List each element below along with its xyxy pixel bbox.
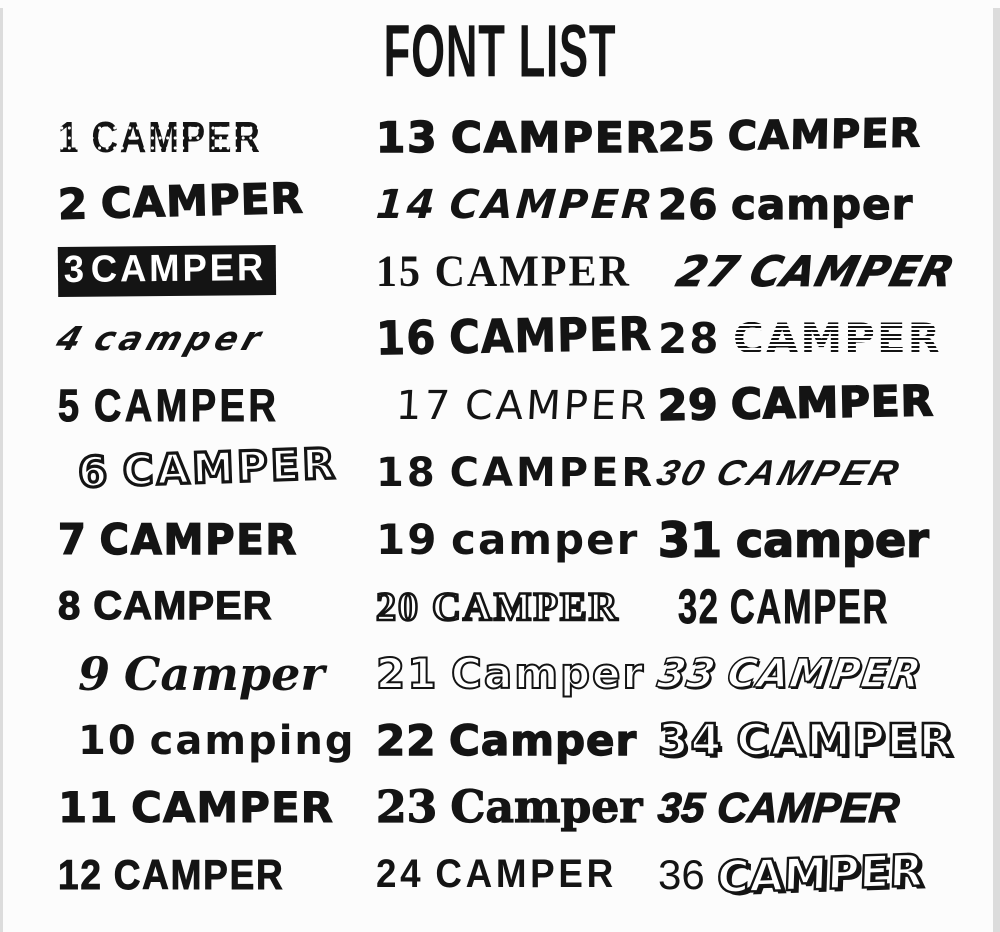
font-number: 15 — [376, 247, 422, 296]
font-sample-text: CAMPER — [100, 173, 305, 228]
font-sample-item — [58, 439, 376, 506]
font-number: 35 — [656, 783, 707, 831]
font-number: 10 — [78, 717, 138, 764]
font-sample-item — [58, 774, 376, 841]
font-sample-item — [58, 171, 376, 238]
font-sample-text: Camper — [449, 716, 638, 765]
font-sample-item — [376, 372, 658, 439]
font-number: 12 — [58, 850, 103, 898]
font-sample-text: CAMPER — [91, 112, 262, 162]
font-sample-text: CAMPER — [93, 379, 280, 431]
font-number: 19 — [376, 515, 439, 564]
font-sample-item — [376, 171, 658, 238]
font-sample-item — [658, 238, 988, 305]
font-number: 31 — [658, 511, 723, 568]
font-number: 7 — [58, 515, 88, 564]
font-sample-text: camping — [149, 717, 356, 764]
font-sample-text: CAMPER — [99, 515, 299, 564]
font-sample-8 — [58, 584, 273, 629]
font-sample-13 — [376, 113, 660, 162]
font-sample-text: Camper — [450, 782, 643, 833]
font-number: 21 — [376, 649, 439, 698]
font-sample-item — [58, 372, 376, 439]
font-sample-item — [376, 640, 658, 707]
font-number: 28 — [658, 314, 721, 363]
font-sample-text: CAMPER — [729, 578, 890, 633]
font-sample-item — [376, 707, 658, 774]
font-sample-item — [658, 171, 988, 238]
font-number: 36 — [658, 851, 705, 898]
font-sample-text: CAMPER — [434, 247, 631, 296]
font-number: 25 — [657, 113, 717, 161]
font-number: 29 — [657, 379, 719, 430]
font-sample-22 — [376, 716, 637, 765]
font-sample-11 — [58, 783, 334, 832]
font-sample-34 — [658, 715, 955, 766]
font-number: 26 — [658, 180, 719, 229]
font-sample-text: CAMPER — [93, 584, 273, 628]
font-number: 6 — [77, 446, 112, 497]
font-sample-item — [58, 573, 376, 640]
font-sample-item — [376, 238, 658, 305]
font-sample-item — [658, 372, 988, 439]
font-sample-25 — [658, 110, 922, 161]
font-sample-12 — [58, 851, 284, 899]
font-sample-33 — [655, 651, 925, 697]
font-sample-26 — [658, 180, 913, 229]
font-sample-3 — [58, 245, 276, 297]
font-sample-text: CAMPER — [724, 650, 925, 697]
font-sample-item — [376, 841, 658, 908]
font-sample-item — [58, 506, 376, 573]
font-sample-36 — [658, 845, 925, 904]
font-sample-item — [658, 774, 988, 841]
font-sample-item — [376, 305, 658, 372]
font-number: 34 — [658, 715, 724, 766]
font-sample-6 — [77, 439, 338, 497]
font-sample-item — [658, 707, 988, 774]
font-sample-15 — [376, 246, 631, 296]
font-number: 17 — [394, 382, 455, 429]
font-sample-text: CAMPER — [716, 845, 925, 904]
font-number: 30 — [652, 451, 713, 493]
font-sample-text: camper — [451, 515, 640, 564]
font-number: 27 — [671, 247, 745, 296]
font-number: 8 — [58, 584, 82, 628]
font-sample-text: CAMPER — [744, 247, 961, 296]
font-sample-text: CAMPER — [727, 109, 922, 160]
font-sample-10 — [78, 718, 356, 764]
font-sample-item — [58, 640, 376, 707]
font-sample-text: CAMPER — [730, 376, 935, 429]
font-number: 22 — [376, 716, 437, 765]
font-number: 14 — [374, 181, 440, 228]
font-sample-text: CAMPER — [131, 783, 334, 832]
font-number: 16 — [375, 310, 437, 366]
font-sample-17 — [395, 383, 651, 429]
font-sample-item — [58, 841, 376, 908]
font-sample-4 — [52, 319, 271, 358]
font-sample-31 — [658, 512, 929, 567]
font-number: 1 — [58, 112, 81, 162]
font-sample-text: camper — [89, 319, 271, 358]
font-sample-28 — [658, 314, 942, 363]
font-sample-item — [58, 238, 376, 305]
font-sample-item — [658, 841, 988, 908]
font-sample-item — [658, 506, 988, 573]
font-sample-18 — [376, 450, 655, 496]
font-number: 33 — [654, 650, 719, 697]
font-sample-text: camper — [735, 511, 929, 568]
font-sample-text: CAMPER — [90, 246, 267, 291]
font-number: 13 — [376, 113, 439, 162]
font-sample-text: CAMPER — [736, 715, 955, 766]
font-sample-23 — [376, 782, 642, 833]
font-sample-text: CAMPER — [451, 113, 660, 162]
font-number: 20 — [376, 584, 420, 629]
font-number: 5 — [58, 379, 83, 431]
font-sample-text: Camper — [451, 649, 646, 698]
font-sample-item — [658, 573, 988, 640]
font-sample-item — [658, 305, 988, 372]
left-edge-strip — [0, 8, 3, 932]
font-sample-21 — [376, 649, 645, 698]
font-sample-item — [376, 439, 658, 506]
font-sample-2 — [57, 174, 304, 229]
font-sample-text: CAMPER — [432, 584, 620, 629]
font-number: 4 — [51, 319, 93, 358]
font-sample-item — [376, 104, 658, 171]
font-number: 32 — [678, 578, 720, 633]
font-sample-item — [51, 305, 376, 372]
font-list-grid — [51, 104, 988, 908]
font-sample-text: CAMPER — [448, 306, 653, 365]
font-number: 18 — [376, 449, 438, 496]
font-sample-text: Camper — [123, 646, 325, 701]
font-number: 2 — [57, 179, 89, 229]
font-sample-32 — [678, 579, 889, 634]
font-number: 23 — [376, 782, 438, 833]
font-number: 11 — [58, 783, 119, 832]
font-sample-7 — [58, 515, 298, 564]
font-sample-text: CAMPER — [463, 382, 652, 429]
font-sample-35 — [656, 784, 901, 832]
font-sample-text: CAMPER — [715, 783, 902, 831]
font-sample-27 — [672, 247, 960, 296]
font-sample-item — [658, 104, 988, 171]
font-sample-item — [58, 707, 376, 774]
font-sample-text: CAMPER — [121, 438, 339, 496]
font-sample-item — [376, 573, 658, 640]
font-sample-30 — [652, 452, 906, 494]
font-sample-16 — [376, 307, 653, 366]
font-sample-text: CAMPER — [448, 181, 657, 228]
font-sample-24 — [376, 852, 617, 897]
font-number: 24 — [376, 852, 425, 896]
font-sample-item — [58, 104, 376, 171]
font-sample-text: CAMPER — [733, 314, 942, 363]
font-sample-text: CAMPER — [711, 451, 907, 493]
font-sample-text: CAMPER — [435, 852, 617, 896]
page-title: FONT LIST — [383, 9, 617, 93]
font-sample-9 — [78, 647, 325, 701]
font-sample-5 — [58, 380, 279, 432]
font-sample-14 — [374, 182, 656, 228]
font-sample-29 — [658, 376, 935, 430]
font-sample-item — [652, 439, 988, 506]
font-sample-20 — [376, 583, 620, 630]
font-sample-text: CAMPER — [113, 850, 285, 898]
right-edge-strip — [993, 8, 1000, 932]
font-sample-item — [376, 506, 658, 573]
font-sample-text: CAMPER — [449, 449, 656, 496]
font-sample-item — [376, 774, 658, 841]
font-sample-text: camper — [731, 180, 914, 229]
font-sample-1 — [58, 113, 262, 163]
font-number: 9 — [78, 646, 111, 701]
font-number: 3 — [63, 248, 88, 291]
font-sample-item — [654, 640, 988, 707]
font-sample-19 — [376, 515, 639, 564]
